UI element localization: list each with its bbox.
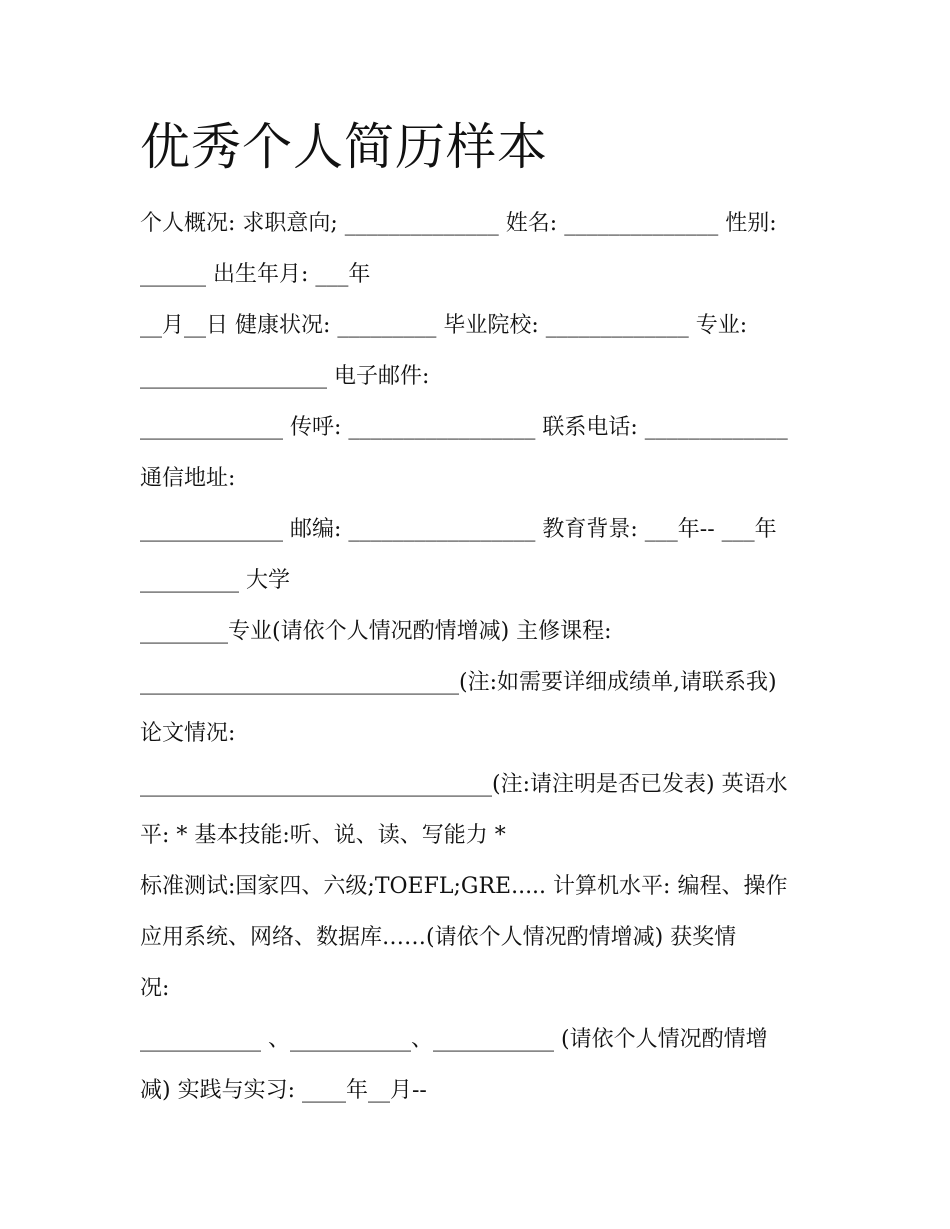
text-line: 标准测试:国家四、六级;TOEFL;GRE..... 计算机水平: 编程、操作	[140, 874, 788, 899]
text-line: 减) 实践与实习: ____年__月--	[140, 1078, 427, 1103]
text-line: ___________ 、___________、___________ (请依个人情况酌情增	[140, 1027, 768, 1052]
text-line: 论文情况:	[140, 721, 236, 746]
text-line: 平: * 基本技能:听、说、读、写能力 *	[140, 823, 506, 848]
text-line: _________ 大学	[140, 568, 290, 593]
text-line: _____________ 传呼: _________________ 联系电话: _____________	[140, 415, 788, 440]
text-line: 应用系统、网络、数据库……(请依个人情况酌情增减) 获奖情	[140, 925, 737, 950]
text-line: ______ 出生年月: ___年	[140, 262, 371, 287]
text-line: 况:	[140, 976, 170, 1001]
text-line: _________________ 电子邮件:	[140, 364, 430, 389]
text-line: ________专业(请依个人情况酌情增减) 主修课程:	[140, 619, 612, 644]
page-title: 优秀个人简历样本	[140, 118, 548, 176]
text-line: __月__日 健康状况: _________ 毕业院校: _____________ 专业:	[140, 313, 748, 338]
text-line: 个人概况: 求职意向; ______________ 姓名: ______________ 性别:	[140, 211, 777, 236]
text-line: 通信地址:	[140, 466, 236, 491]
document-body	[140, 198, 830, 1116]
text-line: ________________________________(注:请注明是否已发表) 英语水	[140, 772, 788, 797]
text-line: _____________________________(注:如需要详细成绩单,请联系我)	[140, 670, 777, 695]
text-line: _____________ 邮编: _________________ 教育背景: ___年-- ___年	[140, 517, 777, 542]
